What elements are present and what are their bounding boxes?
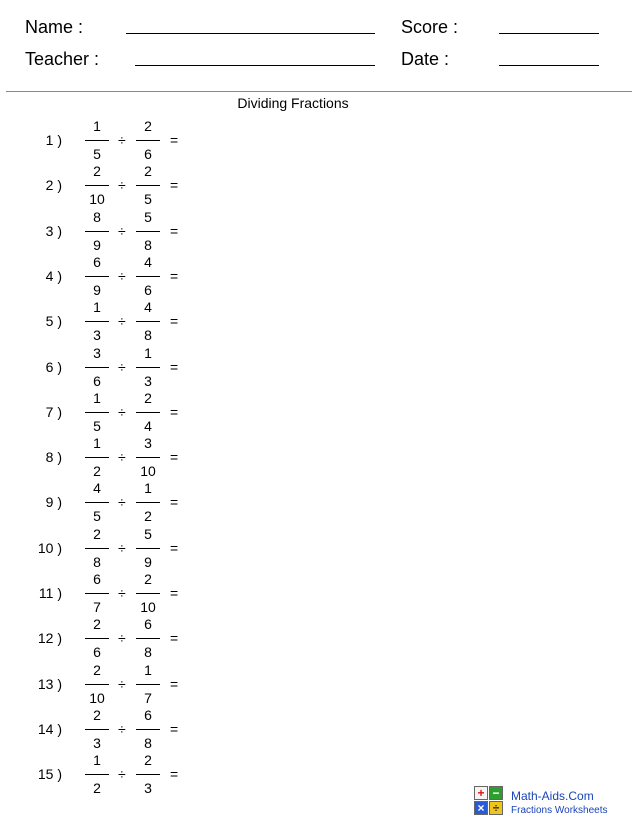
numerator: 6 [144,706,152,723]
dividend-fraction [85,299,109,344]
numerator: 2 [93,525,101,542]
problem-row [0,299,300,344]
divisor-fraction [136,752,160,797]
dividend-fraction [85,345,109,390]
numerator: 2 [93,661,101,678]
fraction-bar [136,774,160,775]
numerator: 6 [93,571,101,587]
denominator: 5 [93,508,101,525]
dividend-fraction [85,163,109,208]
numerator: 2 [144,752,152,769]
numerator: 8 [93,208,101,225]
fraction-bar [85,185,109,186]
numerator: 1 [93,299,101,316]
denominator: 8 [144,734,152,751]
fraction-bar [136,140,160,141]
problem-row [0,662,300,707]
divisor-fraction [136,480,160,525]
numerator: 2 [144,571,152,587]
problem-number: 7 ) [45,403,62,420]
dividend-fraction [85,209,109,254]
numerator: 5 [144,208,152,225]
denominator: 2 [93,780,101,797]
divide-sign: ÷ [118,539,126,556]
problem-number: 5 ) [45,313,62,330]
fraction-bar [85,638,109,639]
problem-row [0,752,300,797]
numerator: 2 [93,163,101,180]
equals-sign: = [170,267,179,284]
equals-sign: = [170,403,179,420]
numerator: 6 [144,616,152,633]
denominator: 9 [144,553,152,570]
numerator: 6 [93,253,101,270]
minus-icon: − [489,786,503,800]
problem-number: 10 ) [37,539,62,556]
equals-sign: = [170,222,179,239]
numerator: 2 [93,616,101,633]
name-line [126,33,375,34]
equals-sign: = [170,358,179,375]
dividend-fraction [85,480,109,525]
numerator: 1 [93,752,101,769]
dividend-fraction [85,526,109,571]
denominator: 8 [144,644,152,661]
divide-sign: ÷ [118,222,126,239]
equals-sign: = [170,675,179,692]
dividend-fraction [85,435,109,480]
denominator: 10 [140,463,156,480]
fraction-bar [85,502,109,503]
worksheet-title: Dividing Fractions [237,95,349,111]
equals-sign: = [170,313,179,330]
header-divider [6,91,632,92]
divide-sign: ÷ [118,720,126,737]
fraction-bar [136,321,160,322]
denominator: 10 [89,689,105,706]
fraction-bar [85,457,109,458]
problem-row [0,118,300,163]
denominator: 3 [93,327,101,344]
problem-number: 2 ) [45,177,62,194]
denominator: 4 [144,417,152,434]
numerator: 1 [93,435,101,452]
problem-row [0,526,300,571]
denominator: 9 [93,281,101,298]
fraction-bar [136,457,160,458]
denominator: 2 [93,463,101,480]
score-line [499,33,599,34]
divisor-fraction [136,526,160,571]
denominator: 6 [144,146,152,162]
dividend-fraction [85,662,109,707]
fraction-bar [136,412,160,413]
numerator: 1 [144,661,152,678]
equals-sign: = [170,132,179,148]
numerator: 1 [144,480,152,497]
problem-number: 15 ) [37,766,62,783]
problem-row [0,571,300,616]
problem-row [0,209,300,254]
numerator: 1 [93,389,101,406]
numerator: 4 [144,299,152,316]
fraction-bar [85,774,109,775]
date-line [499,65,599,66]
equals-sign: = [170,585,179,601]
numerator: 2 [144,118,152,134]
divisor-fraction [136,707,160,752]
denominator: 3 [144,372,152,389]
divide-sign: ÷ [118,313,126,330]
fraction-bar [85,412,109,413]
equals-sign: = [170,539,179,556]
denominator: 5 [93,417,101,434]
numerator: 4 [144,253,152,270]
divisor-fraction [136,118,160,163]
problem-number: 13 ) [37,675,62,692]
divide-icon: ÷ [489,801,503,815]
numerator: 5 [144,525,152,542]
denominator: 5 [93,146,101,162]
denominator: 3 [93,734,101,751]
problem-number: 14 ) [37,720,62,737]
numerator: 2 [93,706,101,723]
denominator: 8 [93,553,101,570]
fraction-bar [136,231,160,232]
problem-row [0,616,300,661]
plus-icon: + [474,786,488,800]
fraction-bar [85,729,109,730]
equals-sign: = [170,766,179,783]
denominator: 7 [93,599,101,615]
fraction-bar [136,638,160,639]
fraction-bar [85,593,109,594]
math-aids-logo-icon [474,786,504,816]
problem-row [0,254,300,299]
denominator: 9 [93,236,101,253]
teacher-line [135,65,375,66]
denominator: 7 [144,689,152,706]
fraction-bar [85,367,109,368]
numerator: 1 [144,344,152,361]
problem-number: 12 ) [37,630,62,647]
denominator: 10 [140,599,156,615]
problem-row [0,435,300,480]
name-label: Name : [25,17,84,37]
divide-sign: ÷ [118,403,126,420]
fraction-bar [85,276,109,277]
dividend-fraction [85,752,109,797]
problem-number: 3 ) [45,222,62,239]
problem-number: 6 ) [45,358,62,375]
numerator: 3 [93,344,101,361]
divide-sign: ÷ [118,132,126,148]
problem-row [0,390,300,435]
divide-sign: ÷ [118,177,126,194]
numerator: 2 [144,389,152,406]
divisor-fraction [136,390,160,435]
numerator: 3 [144,435,152,452]
numerator: 4 [93,480,101,497]
fraction-bar [85,684,109,685]
teacher-label: Teacher : [25,49,100,69]
equals-sign: = [170,720,179,737]
divisor-fraction [136,616,160,661]
fraction-bar [85,140,109,141]
denominator: 10 [89,191,105,208]
equals-sign: = [170,630,179,647]
denominator: 5 [144,191,152,208]
problem-row [0,707,300,752]
divisor-fraction [136,662,160,707]
denominator: 8 [144,236,152,253]
divisor-fraction [136,299,160,344]
denominator: 6 [93,372,101,389]
fraction-bar [85,548,109,549]
brand-subtitle: Fractions Worksheets [511,805,608,816]
dividend-fraction [85,707,109,752]
dividend-fraction [85,254,109,299]
divide-sign: ÷ [118,630,126,647]
denominator: 2 [144,508,152,525]
divide-sign: ÷ [118,494,126,511]
divisor-fraction [136,254,160,299]
divide-sign: ÷ [118,675,126,692]
divisor-fraction [136,163,160,208]
problem-row [0,480,300,525]
divide-sign: ÷ [118,449,126,466]
fraction-bar [136,729,160,730]
problem-number: 1 ) [45,132,62,148]
problem-number: 11 ) [38,585,62,601]
divide-sign: ÷ [118,585,126,601]
dividend-fraction [85,616,109,661]
divide-sign: ÷ [118,267,126,284]
fraction-bar [85,231,109,232]
numerator: 1 [93,118,101,134]
fraction-bar [136,502,160,503]
dividend-fraction [85,118,109,163]
equals-sign: = [170,177,179,194]
numerator: 2 [144,163,152,180]
fraction-bar [136,684,160,685]
fraction-bar [136,276,160,277]
divisor-fraction [136,209,160,254]
denominator: 8 [144,327,152,344]
problem-number: 8 ) [45,449,62,466]
fraction-bar [136,548,160,549]
equals-sign: = [170,449,179,466]
divide-sign: ÷ [118,766,126,783]
fraction-bar [136,593,160,594]
date-label: Date : [401,49,450,69]
divisor-fraction [136,345,160,390]
brand-name: Math-Aids.Com [511,789,594,803]
dividend-fraction [85,390,109,435]
dividend-fraction [85,571,109,616]
equals-sign: = [170,494,179,511]
score-label: Score : [401,17,459,37]
fraction-bar [136,367,160,368]
problem-number: 9 ) [45,494,62,511]
denominator: 6 [93,644,101,661]
problem-row [0,163,300,208]
times-icon: × [474,801,488,815]
denominator: 6 [144,281,152,298]
divisor-fraction [136,435,160,480]
divisor-fraction [136,571,160,616]
fraction-bar [85,321,109,322]
fraction-bar [136,185,160,186]
denominator: 3 [144,780,152,797]
problem-row [0,345,300,390]
divide-sign: ÷ [118,358,126,375]
problem-number: 4 ) [45,267,62,284]
